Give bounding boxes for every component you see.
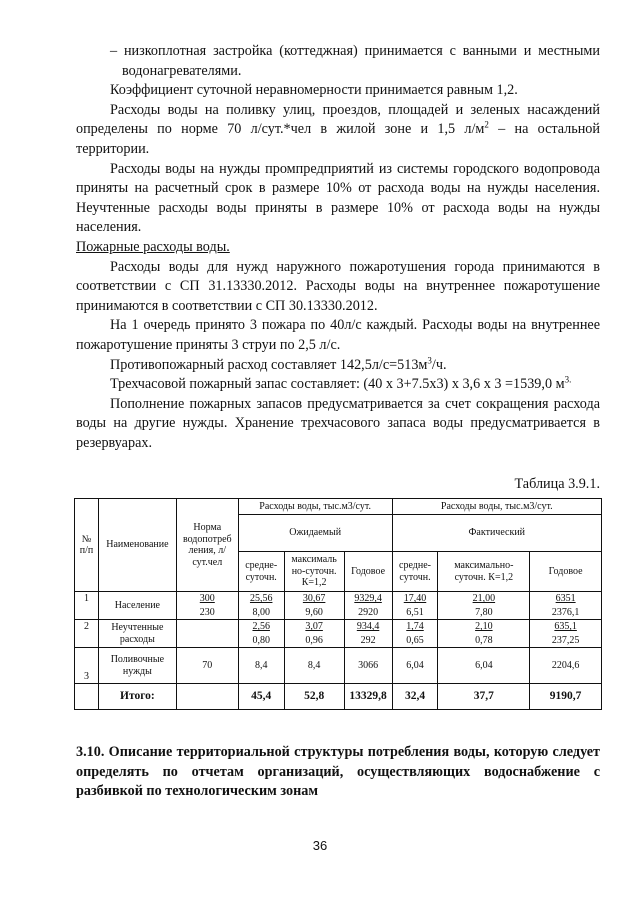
value-top: 934,4 <box>356 621 380 633</box>
row-name: Неучтенные расходы <box>98 620 176 648</box>
value-bottom: 7,80 <box>475 606 493 618</box>
total-actual-max: 37,7 <box>438 684 530 710</box>
cell-actual-avg: 6,04 <box>392 648 438 684</box>
cell-expected-max: 8,4 <box>284 648 344 684</box>
cell-actual-avg <box>392 592 438 620</box>
header-actual: Фактический <box>392 515 601 552</box>
cell-expected-year <box>344 592 392 620</box>
value-top: 25,56 <box>249 593 273 605</box>
bullet-low-density: – низкоплотная застройка (коттеджная) принимается с ванными и местными водонагревателями. <box>110 43 600 79</box>
cell-actual-year <box>530 592 602 620</box>
cell-actual-avg <box>392 620 438 648</box>
cell-expected-max <box>284 592 344 620</box>
value-top: 17,40 <box>403 593 427 605</box>
value-bottom: 2920 <box>358 606 379 618</box>
superscript: 3. <box>564 374 572 385</box>
fire-reserve-text: Трехчасовой пожарный запас составляет: (40 х 3+7.5х3) х 3,6 х 3 =1539,0 м <box>110 376 565 393</box>
value-top: 21,00 <box>472 593 496 605</box>
header-name: Наименование <box>98 499 176 592</box>
table-caption: Таблица 3.9.1. <box>514 476 600 493</box>
cell-expected-year <box>344 620 392 648</box>
row-number: 2 <box>75 620 99 648</box>
cell-actual-max: 6,04 <box>438 648 530 684</box>
cell-expected-year: 3066 <box>344 648 392 684</box>
row-number: 3 <box>75 648 99 684</box>
cell-actual-max <box>438 592 530 620</box>
cell-expected-max <box>284 620 344 648</box>
row-name: Население <box>98 592 176 620</box>
value-top: 300 <box>199 593 215 605</box>
value-top: 1,74 <box>406 621 424 633</box>
document-body <box>76 42 600 710</box>
row-name: Поливочные нужды <box>98 648 176 684</box>
header-expected-year: Годовое <box>344 552 392 592</box>
value-bottom: 6,51 <box>406 606 424 618</box>
fire-flow-unit: /ч. <box>431 356 447 373</box>
total-expected-year: 13329,8 <box>344 684 392 710</box>
value-top: 30,67 <box>302 593 326 605</box>
value-top: 3,07 <box>305 621 323 633</box>
value-bottom: 237,25 <box>551 634 580 646</box>
paragraph-fire-count: На 1 очередь принято 3 пожара по 40л/с каждый. Расходы воды на внутреннее пожаротушение приняты 3 струи по 2,5 л/с. <box>76 317 600 353</box>
watering-text: Расходы воды на поливку улиц, проездов, площадей и зеленых насаждений определены по норме 70 л/сут.*чел в жилой зоне и 1,5 л/м <box>76 101 600 138</box>
header-actual-year: Годовое <box>530 552 602 592</box>
cell-actual-year: 2204,6 <box>530 648 602 684</box>
value-top: 635,1 <box>554 621 577 633</box>
total-norm <box>176 684 238 710</box>
value-top: 9329,4 <box>354 593 382 605</box>
superscript: 3 <box>427 354 432 365</box>
cell-norm <box>176 620 238 648</box>
header-actual-max: максимально-суточн. К=1,2 <box>438 552 530 592</box>
fire-heading: Пожарные расходы воды. <box>76 238 230 255</box>
cell-norm: 70 <box>176 648 238 684</box>
paragraph-fire-replenish: Пополнение пожарных запасов предусматривается за счет сокращения расхода воды на другие нужды. Хранение трехчасового запаса воды предусматривается в резервуарах. <box>76 395 600 451</box>
row-number: 1 <box>75 592 99 620</box>
total-expected-max: 52,8 <box>284 684 344 710</box>
total-actual-avg: 32,4 <box>392 684 438 710</box>
total-expected-avg: 45,4 <box>238 684 284 710</box>
value-top: 2,56 <box>252 621 270 633</box>
table-total-row <box>75 684 602 710</box>
paragraph-coefficient: Коэффициент суточной неравномерности принимается равным 1,2. <box>110 82 518 99</box>
section-title: 3.10. Описание территориальной структуры потребления воды, которую следует определять по отчетам организаций, осуществляющих водоснабжение с разбивкой по технологическим зонам <box>76 744 600 800</box>
cell-expected-avg: 8,4 <box>238 648 284 684</box>
value-bottom: 0,65 <box>406 634 424 646</box>
value-bottom: 2376,1 <box>551 606 580 618</box>
header-group-expected: Расходы воды, тыс.м3/сут. <box>238 499 392 515</box>
cell-norm <box>176 592 238 620</box>
table-row <box>75 592 602 620</box>
header-actual-avg: средне-суточн. <box>392 552 438 592</box>
paragraph-fire-reserve <box>76 375 600 395</box>
table-header-row <box>75 499 602 515</box>
header-expected-max: максималь но-суточн. К=1,2 <box>284 552 344 592</box>
paragraph-industry: Расходы воды на нужды промпредприятий из системы городского водопровода приняты на расчетный срок в размере 10% от расхода воды на нужды населения. Неучтенные расходы воды приняты в размере 10% от расхода воды на нужды населения. <box>76 160 600 236</box>
cell-actual-year <box>530 620 602 648</box>
page-number: 36 <box>312 838 328 853</box>
header-expected: Ожидаемый <box>238 515 392 552</box>
value-bottom: 9,60 <box>305 606 323 618</box>
paragraph-fire-flow <box>76 356 600 376</box>
value-bottom: 8,00 <box>252 606 270 618</box>
cell-expected-avg <box>238 592 284 620</box>
value-bottom: 230 <box>199 606 215 618</box>
paragraph-fire-norms: Расходы воды для нужд наружного пожаротушения города принимаются в соответствии с СП 31.13330.2012. Расходы воды на внутреннее пожаротушение принимаются в соответствии с СП 30.13330.2012. <box>76 258 600 314</box>
total-label: Итого: <box>98 684 176 710</box>
header-group-actual: Расходы воды, тыс.м3/сут. <box>392 499 601 515</box>
value-bottom: 0,78 <box>475 634 493 646</box>
total-number <box>75 684 99 710</box>
table-row <box>75 648 602 684</box>
cell-expected-avg <box>238 620 284 648</box>
superscript: 2 <box>484 119 489 130</box>
total-actual-year: 9190,7 <box>530 684 602 710</box>
watering-text-end: – на остальной территории. <box>76 121 600 157</box>
paragraph-watering <box>76 101 600 160</box>
header-number: № п/п <box>75 499 99 592</box>
water-consumption-table <box>74 498 602 710</box>
cell-actual-max <box>438 620 530 648</box>
value-bottom: 0,80 <box>252 634 270 646</box>
value-bottom: 0,96 <box>305 634 323 646</box>
header-expected-avg: средне-суточн. <box>238 552 284 592</box>
value-top: 2,10 <box>475 621 493 633</box>
header-norm: Норма водопотреб ления, л/сут.чел <box>176 499 238 592</box>
fire-flow-text: Противопожарный расход составляет 142,5л/с=513м <box>110 356 428 373</box>
value-top: 6351 <box>555 593 576 605</box>
value-bottom: 292 <box>360 634 376 646</box>
table-row <box>75 620 602 648</box>
